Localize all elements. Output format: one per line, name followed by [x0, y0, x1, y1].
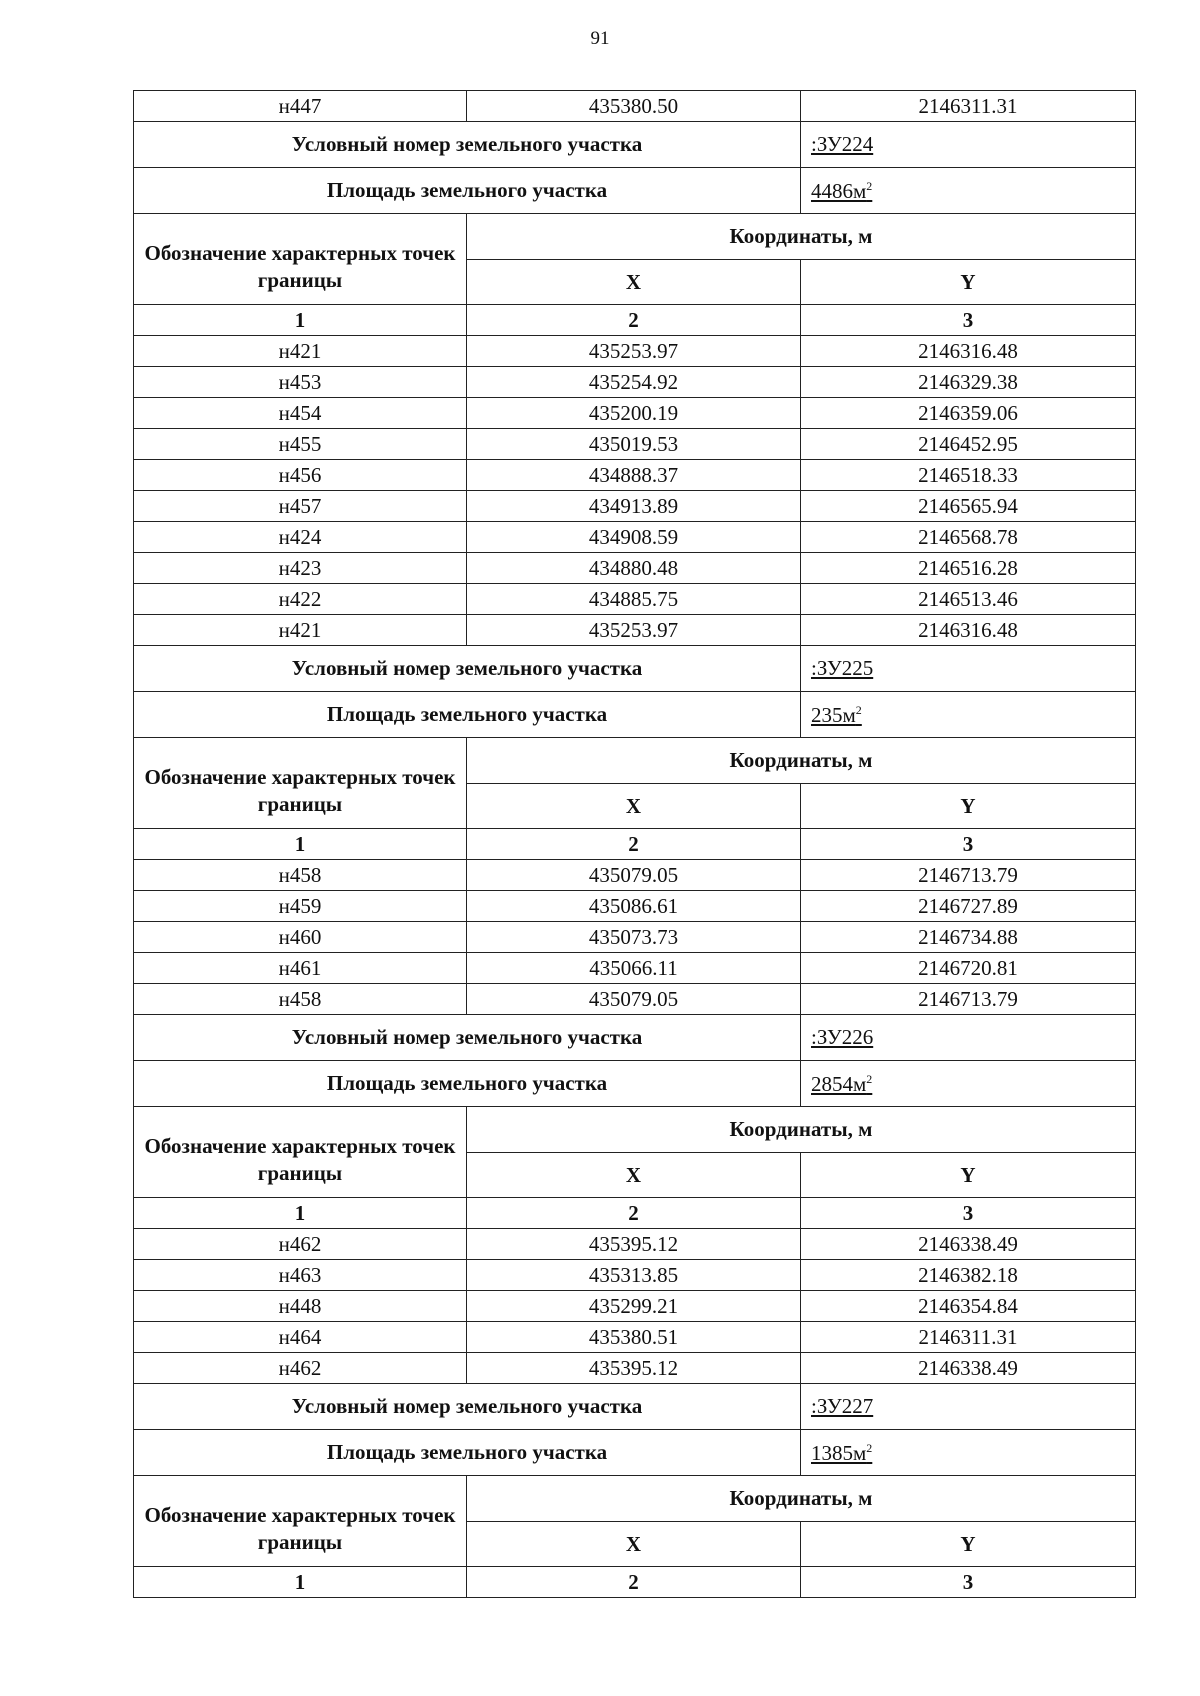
parcel-area-text	[811, 1072, 872, 1096]
area-exponent: 2	[866, 178, 873, 193]
column-number-row	[134, 305, 1136, 336]
parcel-area-row	[134, 692, 1136, 738]
x-cell: 435079.05	[467, 860, 801, 891]
parcel-area-value	[801, 1061, 1136, 1107]
point-cell: н453	[134, 367, 467, 398]
parcel-area-text	[811, 703, 862, 727]
parcel-area-label: Площадь земельного участка	[134, 168, 801, 214]
point-cell: н463	[134, 1260, 467, 1291]
point-cell: н458	[134, 984, 467, 1015]
point-cell: н455	[134, 429, 467, 460]
header-row	[134, 1107, 1136, 1153]
area-exponent: 2	[866, 1071, 873, 1086]
table-row	[134, 336, 1136, 367]
y-cell: 2146316.48	[801, 615, 1136, 646]
parcel-area-row	[134, 1061, 1136, 1107]
x-cell: 435073.73	[467, 922, 801, 953]
x-cell: 435079.05	[467, 984, 801, 1015]
y-cell: 2146354.84	[801, 1291, 1136, 1322]
x-cell: 434880.48	[467, 553, 801, 584]
area-unit: м	[842, 702, 856, 727]
parcel-area-label: Площадь земельного участка	[134, 1430, 801, 1476]
column-number-row	[134, 829, 1136, 860]
point-cell: н462	[134, 1353, 467, 1384]
area-number: 235	[811, 702, 843, 727]
x-cell: 435254.92	[467, 367, 801, 398]
x-cell: 435395.12	[467, 1353, 801, 1384]
table-row	[134, 429, 1136, 460]
y-cell: 2146713.79	[801, 984, 1136, 1015]
y-cell: 2146329.38	[801, 367, 1136, 398]
x-header: X	[467, 784, 801, 829]
table-row	[134, 1229, 1136, 1260]
x-cell: 435380.50	[467, 91, 801, 122]
y-header: Y	[801, 1522, 1136, 1567]
column-number-1: 1	[134, 829, 467, 860]
table-row	[134, 584, 1136, 615]
y-cell: 2146338.49	[801, 1229, 1136, 1260]
y-cell: 2146311.31	[801, 91, 1136, 122]
x-cell: 434885.75	[467, 584, 801, 615]
table-row	[134, 460, 1136, 491]
point-cell: н423	[134, 553, 467, 584]
table-row	[134, 615, 1136, 646]
parcel-number-row	[134, 1384, 1136, 1430]
header-row	[134, 214, 1136, 260]
parcel-number-text: :ЗУ224	[811, 132, 874, 156]
x-cell: 435380.51	[467, 1322, 801, 1353]
point-cell: н460	[134, 922, 467, 953]
column-number-3: 3	[801, 305, 1136, 336]
coordinates-table	[133, 90, 1136, 1598]
x-cell: 435299.21	[467, 1291, 801, 1322]
point-cell: н421	[134, 336, 467, 367]
x-cell: 434908.59	[467, 522, 801, 553]
point-cell: н454	[134, 398, 467, 429]
parcel-area-label: Площадь земельного участка	[134, 1061, 801, 1107]
area-unit: м	[853, 178, 867, 203]
parcel-area-value	[801, 692, 1136, 738]
table-row	[134, 367, 1136, 398]
coords-header: Координаты, м	[467, 1107, 1136, 1153]
table-row	[134, 553, 1136, 584]
y-cell: 2146518.33	[801, 460, 1136, 491]
parcel-number-value	[801, 1015, 1136, 1061]
column-number-3: 3	[801, 1198, 1136, 1229]
y-header: Y	[801, 784, 1136, 829]
point-cell: н422	[134, 584, 467, 615]
point-cell: н424	[134, 522, 467, 553]
x-header: X	[467, 1522, 801, 1567]
table-row	[134, 860, 1136, 891]
column-number-1: 1	[134, 1567, 467, 1598]
point-cell: н462	[134, 1229, 467, 1260]
point-cell: н458	[134, 860, 467, 891]
point-cell: н459	[134, 891, 467, 922]
column-number-2: 2	[467, 305, 801, 336]
y-cell: 2146452.95	[801, 429, 1136, 460]
y-cell: 2146316.48	[801, 336, 1136, 367]
point-cell: н457	[134, 491, 467, 522]
parcel-number-row	[134, 646, 1136, 692]
column-number-1: 1	[134, 1198, 467, 1229]
table-row	[134, 891, 1136, 922]
table-row	[134, 1260, 1136, 1291]
table-row	[134, 398, 1136, 429]
column-number-row	[134, 1567, 1136, 1598]
parcel-area-row	[134, 1430, 1136, 1476]
table-row	[134, 1353, 1136, 1384]
parcel-area-label: Площадь земельного участка	[134, 692, 801, 738]
parcel-number-value	[801, 122, 1136, 168]
table-row	[134, 984, 1136, 1015]
coords-header: Координаты, м	[467, 738, 1136, 784]
table-row	[134, 1291, 1136, 1322]
parcel-number-text: :ЗУ226	[811, 1025, 874, 1049]
parcel-number-text: :ЗУ227	[811, 1394, 874, 1418]
y-cell: 2146568.78	[801, 522, 1136, 553]
y-header: Y	[801, 1153, 1136, 1198]
table-row	[134, 1322, 1136, 1353]
y-cell: 2146734.88	[801, 922, 1136, 953]
x-cell: 434888.37	[467, 460, 801, 491]
y-cell: 2146565.94	[801, 491, 1136, 522]
coords-header: Координаты, м	[467, 214, 1136, 260]
y-header: Y	[801, 260, 1136, 305]
points-header: Обозначение характерных точек границы	[134, 214, 467, 305]
parcel-number-label: Условный номер земельного участка	[134, 1015, 801, 1061]
column-number-3: 3	[801, 1567, 1136, 1598]
y-cell: 2146338.49	[801, 1353, 1136, 1384]
y-cell: 2146720.81	[801, 953, 1136, 984]
parcel-number-value	[801, 1384, 1136, 1430]
parcel-area-value	[801, 1430, 1136, 1476]
area-number: 4486	[811, 178, 853, 203]
y-cell: 2146382.18	[801, 1260, 1136, 1291]
parcel-number-text: :ЗУ225	[811, 656, 874, 680]
parcel-number-label: Условный номер земельного участка	[134, 1384, 801, 1430]
parcel-number-label: Условный номер земельного участка	[134, 122, 801, 168]
x-header: X	[467, 1153, 801, 1198]
parcel-number-row	[134, 122, 1136, 168]
point-cell: н461	[134, 953, 467, 984]
x-cell: 434913.89	[467, 491, 801, 522]
x-cell: 435086.61	[467, 891, 801, 922]
parcel-number-row	[134, 1015, 1136, 1061]
column-number-2: 2	[467, 829, 801, 860]
header-row	[134, 738, 1136, 784]
parcel-number-value	[801, 646, 1136, 692]
table-row	[134, 91, 1136, 122]
point-cell: н421	[134, 615, 467, 646]
x-cell: 435395.12	[467, 1229, 801, 1260]
area-exponent: 2	[866, 1440, 873, 1455]
points-header: Обозначение характерных точек границы	[134, 1107, 467, 1198]
y-cell: 2146359.06	[801, 398, 1136, 429]
area-unit: м	[853, 1440, 867, 1465]
x-cell: 435200.19	[467, 398, 801, 429]
y-cell: 2146311.31	[801, 1322, 1136, 1353]
coords-header: Координаты, м	[467, 1476, 1136, 1522]
column-number-2: 2	[467, 1198, 801, 1229]
column-number-3: 3	[801, 829, 1136, 860]
table-row	[134, 491, 1136, 522]
header-row	[134, 1476, 1136, 1522]
column-number-2: 2	[467, 1567, 801, 1598]
area-number: 2854	[811, 1071, 853, 1096]
parcel-area-text	[811, 1441, 872, 1465]
x-cell: 435313.85	[467, 1260, 801, 1291]
area-exponent: 2	[855, 702, 862, 717]
table-row	[134, 953, 1136, 984]
y-cell: 2146713.79	[801, 860, 1136, 891]
parcel-number-label: Условный номер земельного участка	[134, 646, 801, 692]
y-cell: 2146513.46	[801, 584, 1136, 615]
x-cell: 435253.97	[467, 615, 801, 646]
parcel-area-value	[801, 168, 1136, 214]
table-row	[134, 922, 1136, 953]
y-cell: 2146727.89	[801, 891, 1136, 922]
x-cell: 435253.97	[467, 336, 801, 367]
column-number-1: 1	[134, 305, 467, 336]
points-header: Обозначение характерных точек границы	[134, 1476, 467, 1567]
point-cell: н456	[134, 460, 467, 491]
parcel-area-row	[134, 168, 1136, 214]
x-cell: 435066.11	[467, 953, 801, 984]
area-number: 1385	[811, 1440, 853, 1465]
area-unit: м	[853, 1071, 867, 1096]
points-header: Обозначение характерных точек границы	[134, 738, 467, 829]
x-header: X	[467, 260, 801, 305]
x-cell: 435019.53	[467, 429, 801, 460]
y-cell: 2146516.28	[801, 553, 1136, 584]
page-number: 91	[590, 28, 610, 49]
column-number-row	[134, 1198, 1136, 1229]
point-cell: н447	[134, 91, 467, 122]
table-row	[134, 522, 1136, 553]
point-cell: н448	[134, 1291, 467, 1322]
parcel-area-text	[811, 179, 872, 203]
point-cell: н464	[134, 1322, 467, 1353]
